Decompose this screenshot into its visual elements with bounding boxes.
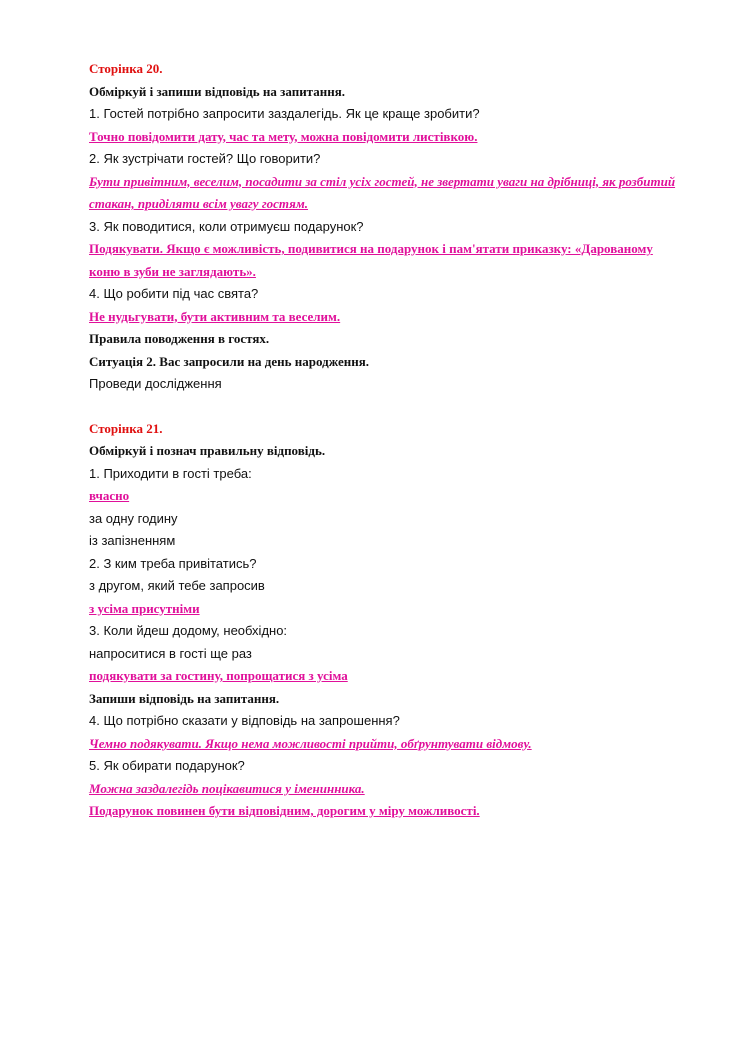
- question-2-4: 4. Що потрібно сказати у відповідь на запрошення?: [89, 713, 400, 728]
- section-spacer: [89, 396, 689, 418]
- document-page: [89, 58, 689, 823]
- option-correct-thank: подякувати за гостину, попрощатися з усіма: [89, 668, 348, 683]
- answer-2-line-1: Бути привітним, веселим, посадити за стіл усіх гостей, не звертати уваги на дрібниці, як розбитий: [89, 173, 676, 189]
- answer-3-line-1: Подякувати. Якщо є можливість, подивитися на подарунок і пам'ятати приказку: «Дарованому: [89, 241, 653, 256]
- option-correct-on-time: вчасно: [89, 488, 130, 503]
- option-friend: з другом, який тебе запросив: [89, 578, 265, 593]
- answer-1: Точно повідомити дату, час та мету, можна повідомити листівкою.: [89, 128, 478, 144]
- page-21-heading: Сторінка 21.: [89, 420, 163, 436]
- page-20-heading: Сторінка 20.: [89, 61, 163, 76]
- question-2-1: 1. Приходити в гості треба:: [89, 465, 252, 481]
- question-4: 4. Що робити під час свята?: [89, 286, 259, 301]
- question-3: 3. Як поводитися, коли отримуєш подарунок?: [89, 218, 364, 234]
- question-2-2: 2. З ким треба привітатись?: [89, 555, 257, 571]
- instruction-1: Обміркуй і запиши відповідь на запитання.: [89, 83, 345, 99]
- answer-2-5-line-1: Можна заздалегідь поцікавитися у іменинника.: [89, 780, 365, 796]
- option-one-hour: за одну годину: [89, 510, 178, 526]
- answer-2-line-2: стакан, приділяти всім увагу гостям.: [89, 196, 309, 211]
- option-correct-everyone: з усіма присутніми: [89, 600, 200, 616]
- question-2: 2. Як зустрічати гостей? Що говорити?: [89, 151, 321, 166]
- option-invite-again: напроситися в гості ще раз: [89, 645, 252, 661]
- answer-3-line-2: коню в зуби не заглядають».: [89, 263, 256, 279]
- question-2-5: 5. Як обирати подарунок?: [89, 758, 245, 773]
- option-late: із запізненням: [89, 533, 176, 548]
- answer-4: Не нудьгувати, бути активним та веселим.: [89, 308, 341, 324]
- instruction-2: Обміркуй і познач правильну відповідь.: [89, 443, 326, 458]
- research-text: Проведи дослідження: [89, 376, 222, 391]
- answer-2-4: Чемно подякувати. Якщо нема можливості прийти, обґрунтувати відмову.: [89, 735, 532, 751]
- write-instruction: Запиши відповідь на запитання.: [89, 690, 280, 706]
- rules-heading: Правила поводження в гостях.: [89, 331, 270, 346]
- question-2-3: 3. Коли йдеш додому, необхідно:: [89, 623, 288, 638]
- situation-heading: Ситуація 2. Вас запросили на день народження.: [89, 353, 369, 369]
- question-1: 1. Гостей потрібно запросити заздалегідь. Як це краще зробити?: [89, 106, 480, 121]
- answer-2-5-line-2: Подарунок повинен бути відповідним, дорогим у міру можливості.: [89, 803, 480, 818]
